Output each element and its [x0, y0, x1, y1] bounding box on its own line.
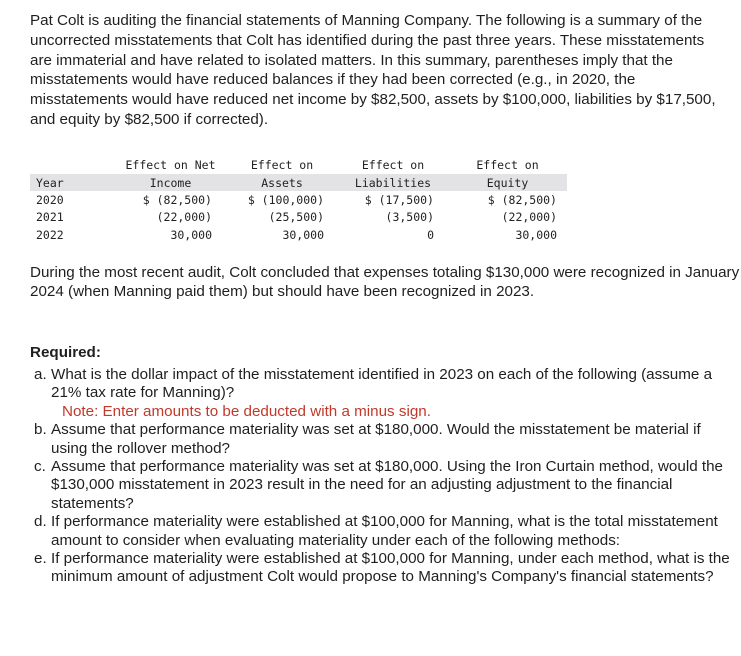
- cell-assets: 30,000: [282, 227, 324, 242]
- question-a: [34, 366, 734, 403]
- header-top-liabilities: Effect on: [361, 157, 425, 172]
- cell-liabilities: 0: [427, 227, 434, 242]
- cell-net-income: 30,000: [170, 227, 212, 242]
- cell-equity: 30,000: [515, 227, 557, 242]
- question-label: b.: [34, 421, 47, 439]
- question-d: [34, 513, 734, 550]
- question-b: [34, 421, 734, 458]
- cell-year: 2022: [36, 227, 64, 242]
- header-assets: Assets: [261, 175, 303, 190]
- header-net-income: Income: [149, 175, 192, 190]
- table-row: [30, 191, 567, 209]
- question-c: [34, 458, 734, 513]
- header-top-net-income: Effect on Net: [125, 157, 216, 172]
- header-top-equity: Effect on: [476, 157, 539, 172]
- question-label: a.: [34, 366, 47, 383]
- header-top-assets: Effect on: [250, 157, 314, 172]
- question-list: [34, 366, 734, 587]
- question-text: Assume that performance materiality was set at $180,000. Would the misstatement be material if using the rollover method?: [51, 421, 701, 457]
- table-header-top: [30, 155, 567, 174]
- table-header-bottom: [30, 174, 567, 191]
- question-text: If performance materiality were established at $100,000 for Manning, what is the total misstatement amount to consider when evaluating materiality under each of the following methods:: [51, 513, 718, 549]
- cell-equity: (22,000): [501, 210, 557, 225]
- header-year: Year: [36, 175, 64, 190]
- cell-net-income: (22,000): [156, 210, 212, 225]
- table-row: [30, 209, 567, 227]
- intro-paragraph: Pat Colt is auditing the financial statements of Manning Company. The following is a summary of the uncorrected misstatements that Colt has identified during the past three years. These misstatements are immaterial and have related to isolated matters. In this summary, parentheses imply that the misstatements would have reduced balances if they had been corrected (e.g., in 2020, the misstatements would have reduced net income by $82,500, assets by $100,000, liabilities by $17,500, and equity by $82,500 if corrected).: [30, 12, 716, 128]
- table-row: [30, 226, 567, 244]
- question-label: e.: [34, 550, 47, 568]
- cell-equity: $ (82,500): [487, 192, 557, 207]
- expense-paragraph: During the most recent audit, Colt concluded that expenses totaling $130,000 were recognized in January 2024 (when Manning paid them) but should have been recognized in 2023.: [30, 264, 740, 300]
- question-text: Assume that performance materiality was set at $180,000. Using the Iron Curtain method, would the $130,000 misstatement in 2023 result in the need for an adjusting adjustment to the financial statements?: [51, 458, 723, 512]
- cell-assets: (25,500): [268, 210, 324, 225]
- cell-liabilities: $ (17,500): [364, 192, 434, 207]
- required-heading: Required:: [30, 344, 101, 361]
- cell-liabilities: (3,500): [385, 210, 434, 225]
- note-text: Note: Enter amounts to be deducted with a minus sign.: [62, 402, 431, 420]
- cell-year: 2021: [36, 210, 64, 225]
- header-liabilities: Liabilities: [354, 175, 432, 190]
- cell-year: 2020: [36, 192, 64, 207]
- cell-net-income: $ (82,500): [142, 192, 212, 207]
- question-e: [34, 550, 734, 587]
- question-label: c.: [34, 458, 46, 476]
- question-label: d.: [34, 513, 47, 531]
- header-top-year: [30, 155, 115, 174]
- question-text: What is the dollar impact of the misstatement identified in 2023 on each of the following (assume a 21% tax rate for Manning)?: [51, 366, 713, 402]
- question-text: If performance materiality were established at $100,000 for Manning, under each method, what is the minimum amount of adjustment Colt would propose to Manning's Company's financial statements?: [51, 550, 730, 586]
- header-equity: Equity: [486, 175, 529, 190]
- misstatement-table: [30, 155, 567, 244]
- cell-assets: $ (100,000): [247, 192, 324, 207]
